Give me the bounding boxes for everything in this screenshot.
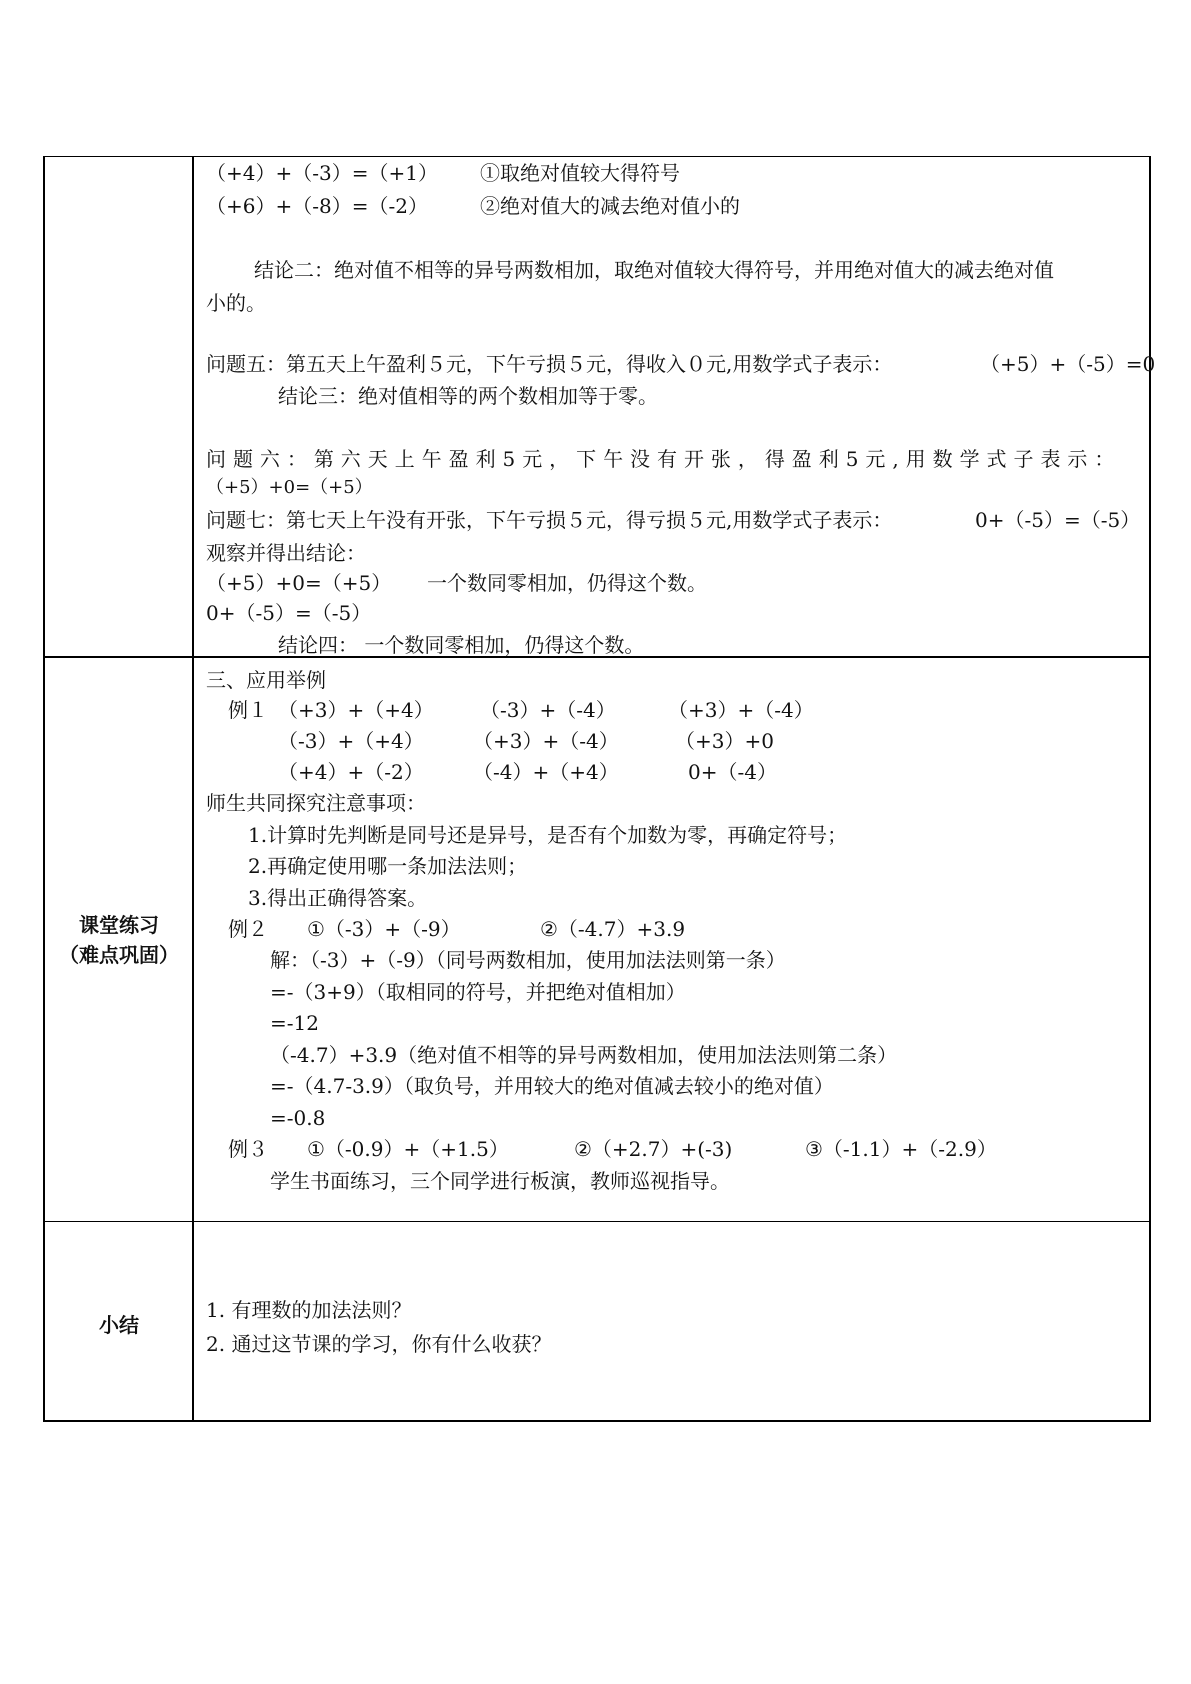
conclusion-two: 结论二：绝对值不相等的异号两数相加，取绝对值较大得符号，并用绝对值大的减去绝对值 — [254, 258, 1054, 282]
observe-equation: 0+（-5）=（-5） — [206, 601, 372, 625]
note-item: 1.计算时先判断是同号还是异号，是否有个加数为零，再确定符号； — [248, 823, 848, 847]
row-label-summary: 小结 — [99, 1313, 139, 1337]
table-border-left — [43, 156, 45, 1422]
summary-item: 1. 有理数的加法法则？ — [206, 1298, 412, 1322]
example-label: 例１ — [228, 698, 268, 722]
example-expression: 0+（-4） — [688, 760, 777, 784]
example-expression: （-4）+（+4） — [473, 760, 619, 784]
column-divider — [192, 156, 194, 1422]
solution-line: =-0.8 — [270, 1106, 326, 1130]
example-expression: （-3）+（-4） — [480, 698, 616, 722]
example-expression: （+3）+0 — [675, 729, 774, 753]
question-seven-expression: 0+（-5）=（-5） — [975, 508, 1141, 532]
practice-note: 学生书面练习，三个同学进行板演，教师巡视指导。 — [270, 1169, 730, 1193]
observe-note: 一个数同零相加，仍得这个数。 — [427, 571, 707, 595]
question-five-expression: （+5）+（-5）=0 — [980, 352, 1156, 376]
row-divider-2 — [43, 1221, 1151, 1222]
label-line: 课堂练习 — [79, 913, 159, 937]
example-label: 例２ — [228, 917, 268, 941]
question-six-expression: （+5）+0=（+5） — [206, 477, 373, 498]
table-border-right — [1149, 156, 1151, 1422]
lesson-table — [43, 156, 1151, 1422]
solution-line: （-4.7）+3.9（绝对值不相等的异号两数相加，使用加法法则第二条） — [270, 1043, 898, 1067]
question-seven: 问题七：第七天上午没有开张，下午亏损５元，得亏损５元,用数学式子表示： — [206, 508, 893, 532]
note-item: 3.得出正确得答案。 — [248, 886, 428, 910]
example-expression: （+3）+（-4） — [668, 698, 814, 722]
solution-line: =-12 — [270, 1011, 319, 1035]
conclusion-three: 结论三：绝对值相等的两个数相加等于零。 — [278, 384, 658, 408]
observe-equation: （+5）+0=（+5） — [206, 571, 392, 595]
example-expression: ①（-3）+（-9） — [307, 917, 461, 941]
example-label: 例３ — [228, 1137, 268, 1161]
example-expression: ①（-0.9）+（+1.5） — [307, 1137, 509, 1161]
label-line: （难点巩固） — [59, 943, 179, 967]
note-item: 2.再确定使用哪一条加法法则； — [248, 854, 528, 878]
example-expression: （+4）+（-2） — [278, 760, 424, 784]
example-expression: ②（+2.7）+(-3) — [574, 1137, 733, 1161]
rule-note: ②绝对值大的减去绝对值小的 — [480, 194, 740, 218]
solution-line: 解：（-3）+（-9）（同号两数相加，使用加法法则第一条） — [270, 948, 786, 972]
equation: （+4）+（-3）=（+1） — [206, 161, 438, 185]
rule-note: ①取绝对值较大得符号 — [480, 161, 680, 185]
equation: （+6）+（-8）=（-2） — [206, 194, 428, 218]
solution-line: =-（3+9）（取相同的符号，并把绝对值相加） — [270, 980, 686, 1004]
row-label-practice — [45, 910, 193, 970]
example-expression: ③（-1.1）+（-2.9） — [805, 1137, 997, 1161]
notes-title: 师生共同探究注意事项： — [206, 791, 426, 815]
example-expression: （-3）+（+4） — [278, 729, 424, 753]
table-border-bottom — [43, 1420, 1151, 1422]
observe-heading: 观察并得出结论： — [206, 541, 366, 565]
conclusion-four: 结论四： 一个数同零相加，仍得这个数。 — [278, 633, 645, 657]
example-expression: ②（-4.7）+3.9 — [540, 917, 686, 941]
table-border-top — [43, 156, 1151, 157]
conclusion-two-cont: 小的。 — [206, 291, 266, 315]
example-expression: （+3）+（+4） — [278, 698, 434, 722]
question-six: 问 题 六 ： 第 六 天 上 午 盈 利 5 元 ， 下 午 没 有 开 张 ， 得 盈 利 5 元 , 用 数 学 式 子 表 示 ： — [206, 447, 1115, 471]
section-title: 三、应用举例 — [206, 668, 326, 692]
example-expression: （+3）+（-4） — [473, 729, 619, 753]
solution-line: =-（4.7-3.9）（取负号，并用较大的绝对值减去较小的绝对值） — [270, 1074, 834, 1098]
summary-item: 2. 通过这节课的学习，你有什么收获？ — [206, 1332, 552, 1356]
question-five: 问题五：第五天上午盈利５元，下午亏损５元，得收入０元,用数学式子表示： — [206, 352, 893, 376]
